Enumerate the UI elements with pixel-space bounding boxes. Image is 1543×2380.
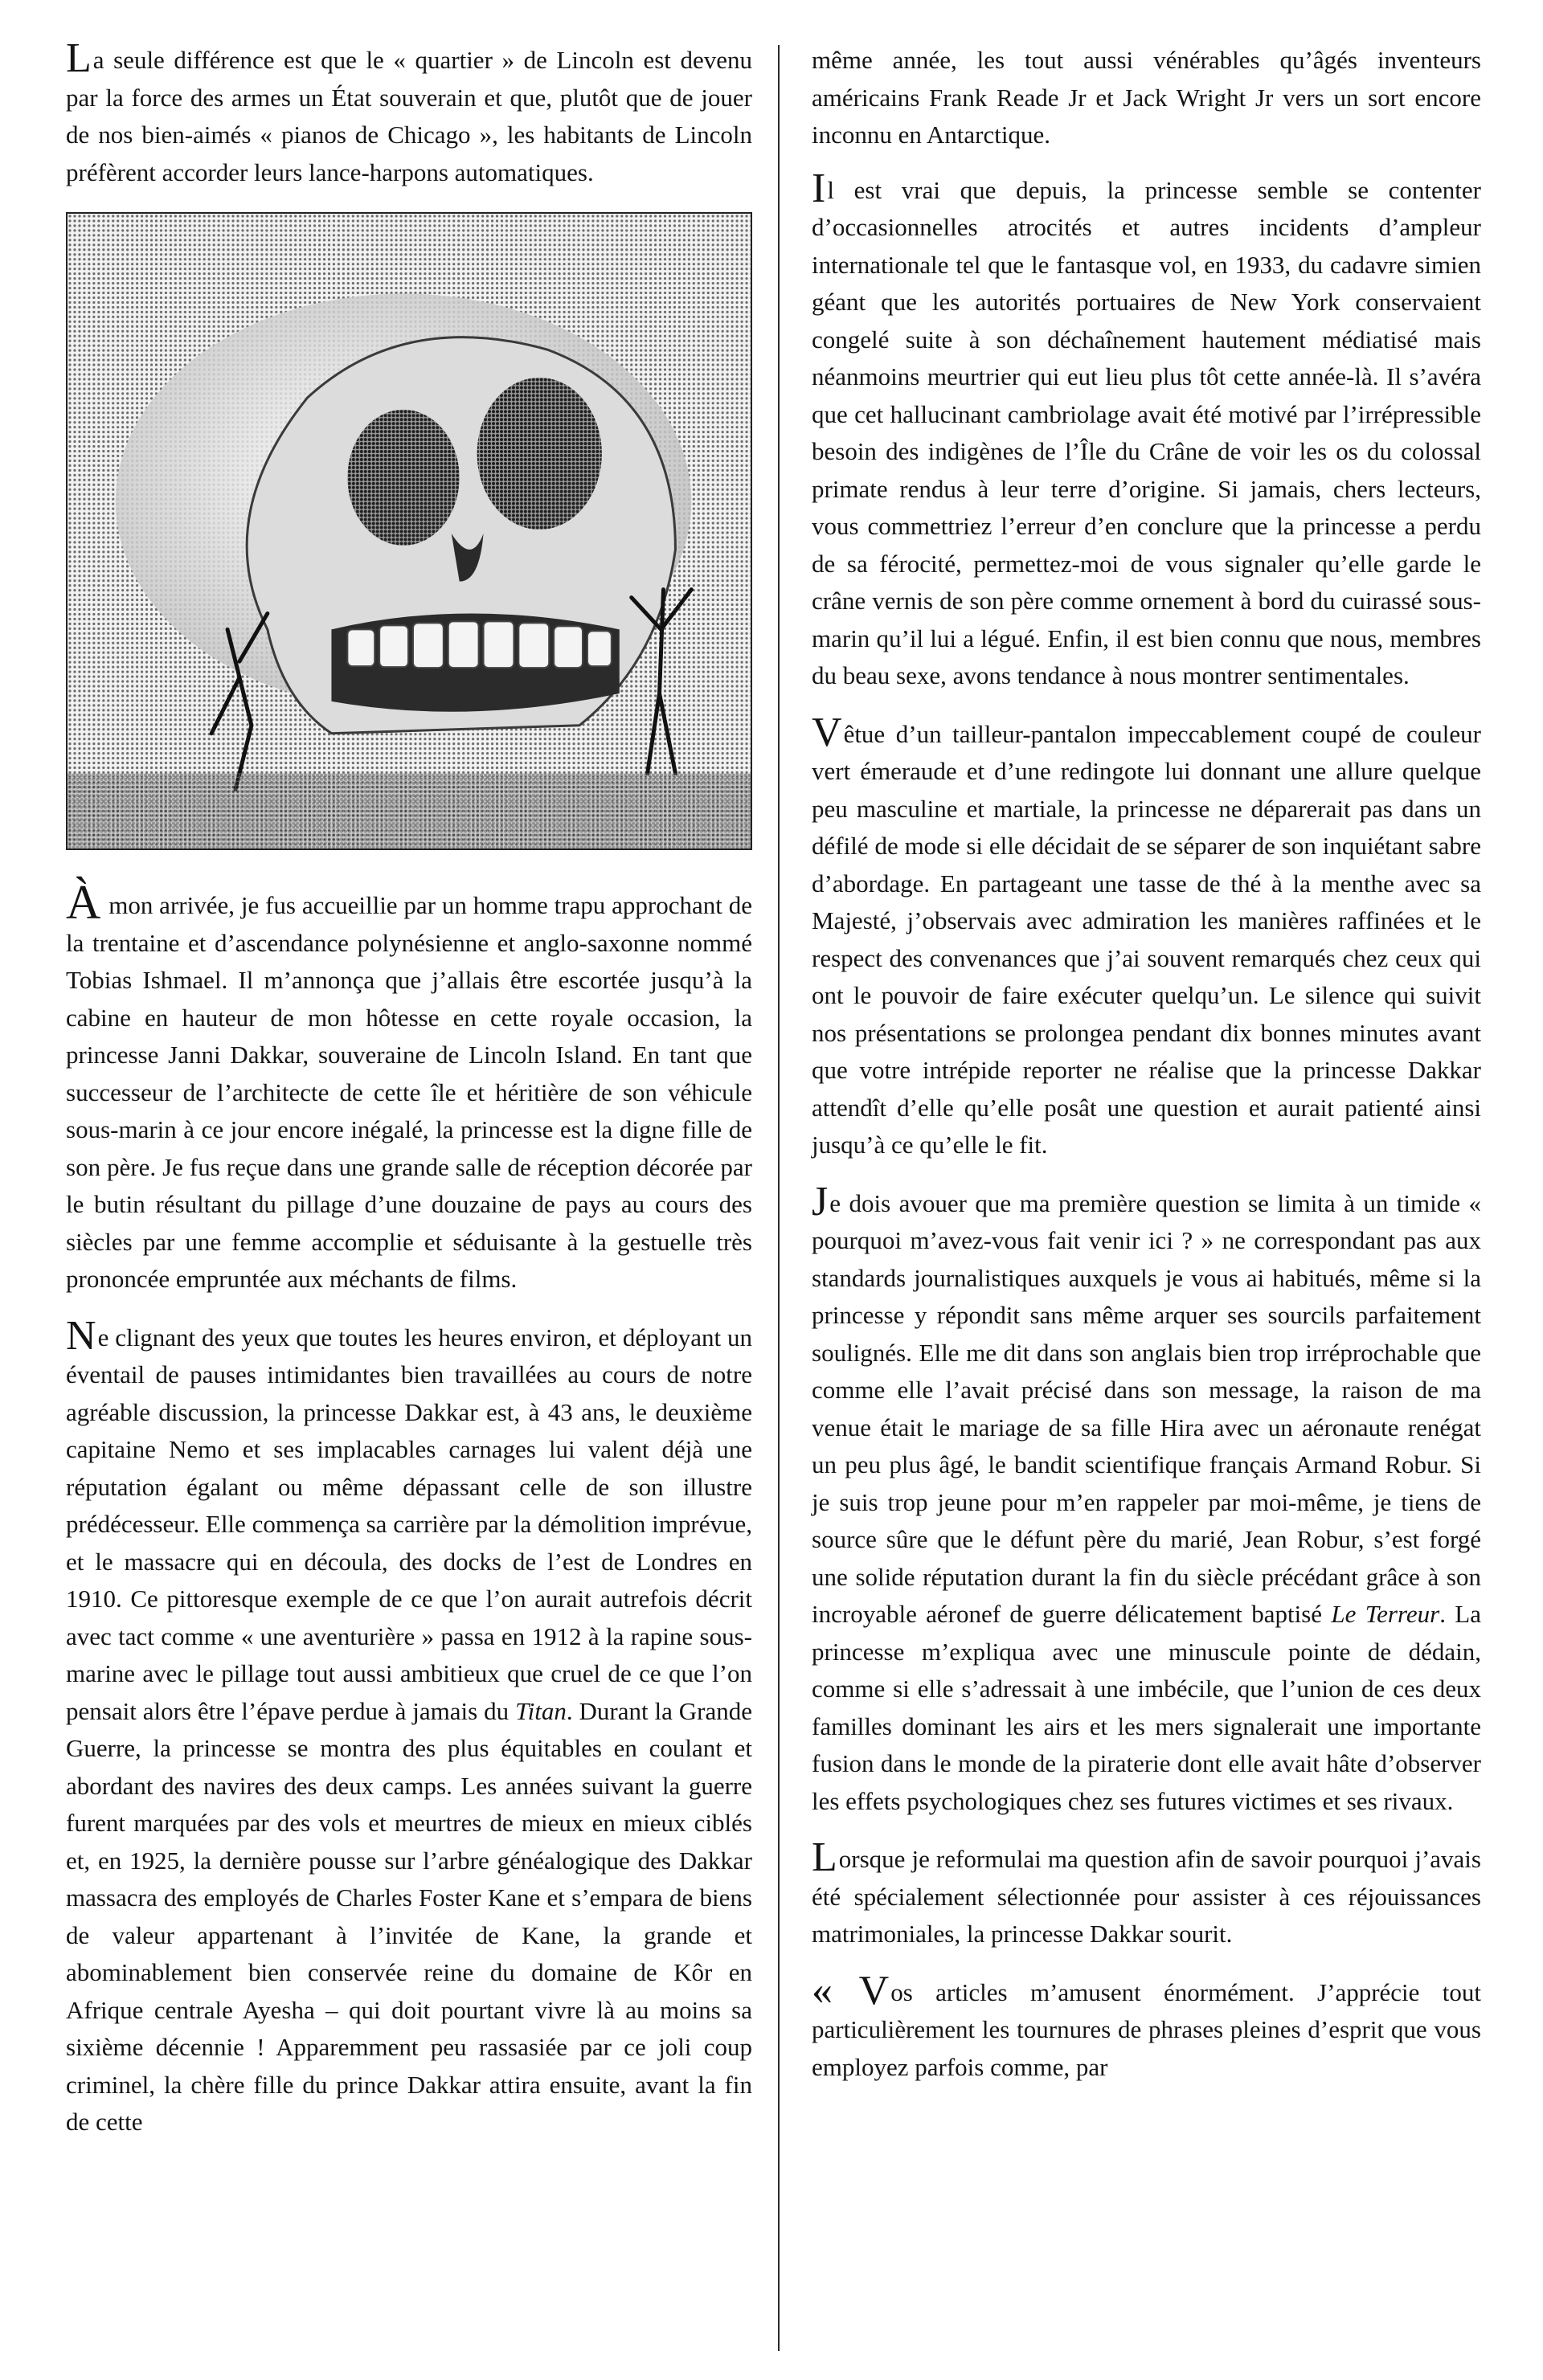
paragraph-text: orsque je reformulai ma question afin de savoir pourquoi j’avais été spécialement sélectionnée pour assister à ces réjouissances matrimoniales, la princesse Dakkar sourit.	[812, 1845, 1481, 1948]
right-column	[812, 42, 1481, 2107]
left-eye-socket	[347, 410, 459, 546]
dropcap: « V	[812, 1967, 890, 2014]
paragraph-text: l est vrai que depuis, la princesse semble se contenter d’occasionnelles atrocités et autres incidents d’ampleur internationale tel que le fantasque vol, en 1933, du cadavre simien géant que les autorités portuaires de New York conservaient congelé suite à son déchaînement hautement médiatisé mais néanmoins meurtrier qui eut lieu plus tôt cette année-là. Il s’avéra que cet hallucinant cambriolage avait été motivé par l’irrépressible besoin des indigènes de l’Île du Crâne de voir les os du colossal primate rendus à leur terre d’origine. Si jamais, chers lecteurs, vous commettriez l’erreur d’en conclure que la princesse a perdu de sa férocité, permettez-moi de vous signaler qu’elle garde le crâne vernis de son père comme ornement à bord du cuirassé sous-marin qu’il lui a légué. Enfin, il est bien connu que nous, membres du beau sexe, avons tendance à nous montrer sentimentales.	[812, 175, 1481, 689]
paragraph-continuation: même année, les tout aussi vénérables qu’âgés inventeurs américains Frank Reade Jr et Jack Wright Jr vers un sort encore inconnu en Antarctique.	[812, 46, 1481, 149]
column-divider	[778, 45, 780, 2351]
dropcap: L	[66, 35, 92, 81]
paragraph-text: êtue d’un tailleur-pantalon impeccablement coupé de couleur vert émeraude et d’une redingote lui donnant une allure quelque peu masculine et martiale, la princesse ne déparerait pas dans un défilé de mode si elle décidait de se séparer de son inquiétant sabre d’abordage. En partageant une tasse de thé à la menthe avec sa Majesté, j’observais avec admiration les manières raffinées et le respect des convenances que j’ai souvent remarqués chez ceux qui ont le pouvoir de faire exécuter quelqu’un. Le silence qui suivit nos présentations se prolongea pendant dix bonnes minutes avant que votre intrépide reporter ne réalise que la princesse Dakkar attendît d’elle qu’elle posât une question et aurait patienté ainsi jusqu’à ce qu’elle le fit.	[812, 719, 1481, 1159]
paragraph-kong	[812, 165, 1481, 695]
paragraph-quote	[812, 1967, 1481, 2087]
paragraph-text: mon arrivée, je fus accueillie par un homme trapu approchant de la trentaine et d’ascendance polynésienne et anglo-saxonne nommé Tobias Ishmael. Il m’annonça que j’allais être escortée jusqu’à la cabine en hauteur de mon hôtesse en cette royale occasion, la princesse Janni Dakkar, souveraine de Lincoln Island. En tant que successeur de l’architecte de cette île et héritière de son véhicule sous-marin à ce jour encore inégalé, la princesse est la digne fille de son père. Je fus reçue dans une grande salle de réception décorée par le butin résultant du pillage d’une douzaine de pays au cours des siècles par une femme accomplie et séduisante à la gestuelle très prononcée empruntée aux méchants de films.	[66, 891, 752, 1293]
ship-title: Titan	[515, 1696, 567, 1725]
dropcap: V	[812, 709, 842, 755]
paragraph-text: . Durant la Grande Guerre, la princesse se montra des plus équitables en coulant et abordant des navires des deux camps. Les années suivant la guerre furent marquées par des vols et meurtres de mieux en mieux ciblés et, en 1925, la dernière pousse sur l’arbre généalogique des Dakkar massacra des employés de Charles Foster Kane et s’empara de biens de valeur appartenant à l’invitée de Kane, la grande et abominablement bien conservée reine du domaine de Kôr en Afrique centrale Ayesha – qui doit pourtant vivre là au moins sa sixième décennie ! Apparemment peu rassasiée par ce joli coup criminel, la chère fille du prince Dakkar attira ensuite, avant la fin de cette	[66, 1696, 752, 2136]
right-eye-socket	[477, 378, 602, 530]
paragraph-outfit	[812, 709, 1481, 1164]
paragraph-text: e dois avouer que ma première question se limita à un timide « pourquoi m’avez-vous fait venir ici ? » ne correspondant pas aux standards journalistiques auxquels je vous ai habitués, même si la princesse y répondit sans même arquer ses sourcils parfaitement soulignés. Elle me dit dans son anglais bien trop irréprochable que comme elle l’avait précisé dans son message, la raison de ma venue était le mariage de sa fille Hira avec un aéronaute renégat un peu plus âgé, le bandit scientifique français Armand Robur. Si je suis trop jeune pour m’en rappeler par moi-même, je tiens de source sûre que le défunt père du marié, Jean Robur, s’est forgé une solide réputation durant la fin du siècle précédant grâce à son incroyable aéronef de guerre délicatement baptisé	[812, 1188, 1481, 1628]
paragraph-question	[812, 1178, 1481, 1821]
dropcap: J	[812, 1178, 829, 1225]
dropcap: I	[812, 165, 826, 211]
paragraph-arrival	[66, 876, 752, 1298]
dropcap: L	[812, 1834, 837, 1880]
paragraph-text: . La princesse m’expliqua avec une minuscule pointe de dédain, comme si elle s’adressait à une imbécile, que l’union de ces deux familles dominant les airs et les mers signalerait une importante fusion dans le monde de la piraterie dont elle avait hâte d’observer les effets psychologiques chez ses futures victimes et ses rivaux.	[812, 1600, 1481, 1815]
skull-illustration	[66, 212, 752, 850]
paragraph-reformulate	[812, 1834, 1481, 1953]
teeth	[347, 621, 611, 668]
left-column	[66, 35, 752, 2162]
paragraph-career	[66, 1312, 752, 2141]
giant-skull-image	[68, 214, 751, 849]
paragraph-text: os articles m’amusent énormément. J’apprécie tout particulièrement les tournures de phrases pleines d’esprit que vous employez parfois comme, par	[812, 1977, 1481, 2081]
dropcap: À	[66, 876, 101, 929]
paragraph-intro	[66, 35, 752, 191]
paragraph-text: a seule différence est que le « quartier » de Lincoln est devenu par la force des armes un État souverain et que, plutôt que de jouer de nos bien-aimés « pianos de Chicago », les habitants de Lincoln préfèrent accorder leurs lance-harpons automatiques.	[66, 46, 752, 186]
airship-title: Le Terreur	[1331, 1600, 1440, 1628]
dropcap: N	[66, 1312, 96, 1359]
paragraph-text: e clignant des yeux que toutes les heures environ, et déployant un éventail de pauses intimidantes bien travaillées au cours de notre agréable discussion, la princesse Dakkar est, à 43 ans, le deuxième capitaine Nemo et ses implacables carnages lui valent déjà une réputation égalant ou même dépassant celle de son illustre prédécesseur. Elle commença sa carrière par la démolition imprévue, et le massacre qui en découla, des docks de l’est de Londres en 1910. Ce pittoresque exemple de ce que l’on aurait autrefois décrit avec tact comme « une aventurière » passa en 1912 à la rapine sous-marine avec le pillage tout aussi ambitieux que cruel de ce que l’on pensait alors être l’épave perdue à jamais du	[66, 1323, 752, 1725]
